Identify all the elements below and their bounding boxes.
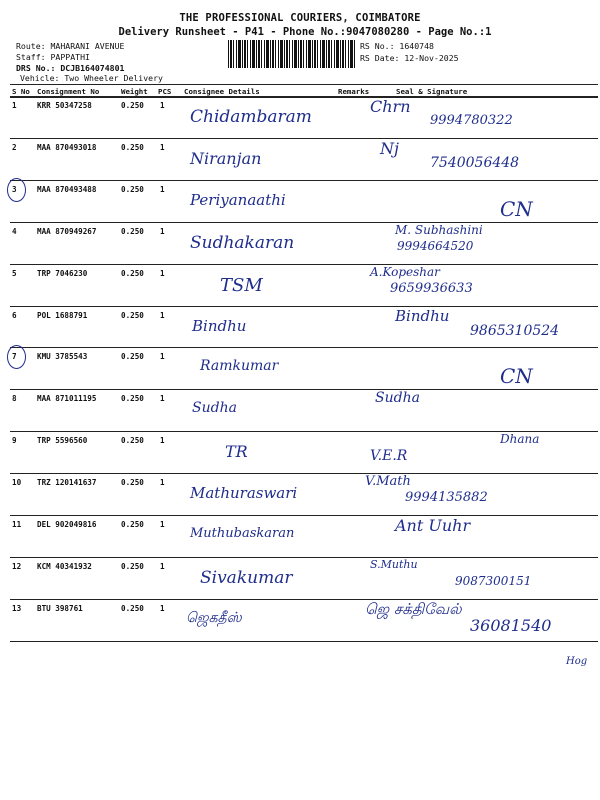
row-sno: 7 xyxy=(12,352,17,362)
row-consignment: MAA 870949267 xyxy=(37,226,97,236)
row-divider xyxy=(10,306,598,307)
row-sno: 5 xyxy=(12,268,17,278)
row-weight: 0.250 xyxy=(121,561,144,571)
row-signature-handwritten: V.Math xyxy=(365,474,411,490)
row-consignee-handwritten: Sudhakaran xyxy=(190,232,295,253)
row-signature-note: 36081540 xyxy=(470,615,552,635)
row-consignee-handwritten: Sivakumar xyxy=(200,567,293,588)
rs-no-label: RS No.: 1640748 xyxy=(360,41,434,51)
row-weight: 0.250 xyxy=(121,603,144,613)
row-pcs: 1 xyxy=(160,101,165,110)
row-signature-handwritten: Dhana xyxy=(500,432,540,447)
row-signature-note: V.E.R xyxy=(370,448,408,465)
row-divider xyxy=(10,557,598,558)
row-signature-note: 9994135882 xyxy=(405,490,488,506)
row-consignee-handwritten: Periyanaathi xyxy=(190,190,286,209)
row-sno: 9 xyxy=(12,436,17,446)
row-pcs: 1 xyxy=(160,310,165,320)
row-signature-handwritten: Chrn xyxy=(370,97,411,116)
row-consignment: TRP 5596560 xyxy=(37,436,88,446)
row-sno: 12 xyxy=(12,561,22,571)
barcode xyxy=(228,40,356,68)
row-signature-handwritten: Ant Uuhr xyxy=(395,516,471,535)
row-sno: 8 xyxy=(12,394,17,404)
row-consignment: MAA 870493018 xyxy=(37,142,97,152)
drs-label: DRS No.: DCJB164074801 xyxy=(16,63,125,73)
row-weight: 0.250 xyxy=(121,184,144,194)
row-divider xyxy=(10,222,598,223)
row-consignment: POL 1688791 xyxy=(37,310,88,320)
row-consignment: DEL 902049816 xyxy=(37,520,97,529)
row-signature-note: 9994664520 xyxy=(397,238,474,253)
header-bottom-rule xyxy=(10,96,598,98)
col-consignment: Consignment No xyxy=(37,87,100,96)
row-divider xyxy=(10,347,598,348)
row-weight: 0.250 xyxy=(121,478,144,488)
row-weight: 0.250 xyxy=(121,226,144,236)
row-consignee-handwritten: Bindhu xyxy=(192,316,247,335)
row-consignment: TRP 7046230 xyxy=(37,268,88,278)
row-consignee-handwritten: Chidambaram xyxy=(190,107,312,127)
row-divider xyxy=(10,389,598,390)
row-consignee-handwritten: TR xyxy=(225,442,248,462)
row-divider xyxy=(10,264,598,265)
row-signature-note: CN xyxy=(500,196,533,221)
row-circle-mark xyxy=(7,178,26,202)
vehicle-label: Vehicle: Two Wheeler Delivery xyxy=(20,73,163,83)
row-pcs: 1 xyxy=(160,142,165,152)
row-signature-note: 9087300151 xyxy=(455,573,532,588)
row-sno: 10 xyxy=(12,478,22,488)
row-signature-handwritten: Nj xyxy=(380,138,399,158)
row-consignment: MAA 871011195 xyxy=(37,394,97,404)
row-consignment: KCM 40341932 xyxy=(37,561,92,571)
row-consignment: MAA 870493488 xyxy=(37,184,97,194)
row-weight: 0.250 xyxy=(121,436,144,446)
row-weight: 0.250 xyxy=(121,142,144,152)
row-signature-note: 7540056448 xyxy=(430,154,520,171)
row-pcs: 1 xyxy=(160,561,165,571)
row-consignment: KMU 3785543 xyxy=(37,352,88,362)
rs-date-label: RS Date: 12-Nov-2025 xyxy=(360,53,459,63)
col-consignee: Consignee Details xyxy=(184,87,260,96)
row-weight: 0.250 xyxy=(121,520,144,529)
row-divider xyxy=(10,180,598,181)
row-consignee-handwritten: Muthubaskaran xyxy=(190,526,295,541)
row-circle-mark xyxy=(7,345,26,369)
row-consignee-handwritten: TSM xyxy=(220,274,263,296)
col-sno: S No xyxy=(12,87,30,96)
row-signature-handwritten: Bindhu xyxy=(395,306,450,325)
col-weight: Weight xyxy=(121,87,148,96)
row-signature-handwritten: M. Subhashini xyxy=(395,222,483,237)
row-pcs: 1 xyxy=(160,478,165,488)
row-consignee-handwritten: Niranjan xyxy=(190,148,262,168)
row-signature-note: 9865310524 xyxy=(470,322,560,339)
extra-note: Hog xyxy=(566,656,588,667)
row-sno: 11 xyxy=(12,520,22,529)
row-consignment: BTU 398761 xyxy=(37,603,83,613)
row-pcs: 1 xyxy=(160,394,165,404)
row-pcs: 1 xyxy=(160,520,165,529)
row-sno: 4 xyxy=(12,226,17,236)
row-sno: 2 xyxy=(12,142,17,152)
row-divider xyxy=(10,641,598,642)
row-signature-note: CN xyxy=(500,364,533,389)
header-top-rule xyxy=(10,84,598,85)
col-signature: Seal & Signature xyxy=(396,87,468,96)
row-pcs: 1 xyxy=(160,184,165,194)
runsheet-title: Delivery Runsheet - P41 - Phone No.:9047080280 - Page No.:1 xyxy=(118,26,492,38)
route-label: Route: MAHARANI AVENUE xyxy=(16,41,125,51)
row-pcs: 1 xyxy=(160,352,165,362)
staff-label: Staff: PAPPATHI xyxy=(16,52,90,62)
row-weight: 0.250 xyxy=(121,394,144,404)
row-sno: 6 xyxy=(12,310,17,320)
row-consignee-handwritten: Mathuraswari xyxy=(190,484,298,503)
row-signature-handwritten: Sudha xyxy=(375,390,420,407)
row-signature-handwritten: A.Kopeshar xyxy=(370,264,440,279)
row-sno: 3 xyxy=(12,184,17,194)
row-consignee-handwritten: ஜெகதீஸ் xyxy=(186,609,242,626)
row-sno: 13 xyxy=(12,603,22,613)
row-signature-handwritten: ஜெ சக்திவேல் xyxy=(365,599,462,618)
row-consignee-handwritten: Ramkumar xyxy=(200,358,279,375)
row-pcs: 1 xyxy=(160,603,165,613)
row-pcs: 1 xyxy=(160,226,165,236)
row-consignment: TRZ 120141637 xyxy=(37,478,97,488)
row-consignment: KRR 50347258 xyxy=(37,101,92,110)
row-divider xyxy=(10,599,598,600)
row-divider xyxy=(10,515,598,516)
row-weight: 0.250 xyxy=(121,352,144,362)
row-divider xyxy=(10,138,598,139)
company-title: THE PROFESSIONAL COURIERS, COIMBATORE xyxy=(179,12,421,24)
row-weight: 0.250 xyxy=(121,310,144,320)
row-signature-note: 9994780322 xyxy=(430,113,513,128)
row-pcs: 1 xyxy=(160,268,165,278)
row-weight: 0.250 xyxy=(121,101,144,110)
row-divider xyxy=(10,473,598,474)
row-signature-note: 9659936633 xyxy=(390,280,473,296)
row-signature-handwritten: S.Muthu xyxy=(370,557,418,571)
col-remarks: Remarks xyxy=(338,87,370,96)
row-sno: 1 xyxy=(12,101,17,110)
col-pcs: PCS xyxy=(158,87,172,96)
row-pcs: 1 xyxy=(160,436,165,446)
row-weight: 0.250 xyxy=(121,268,144,278)
row-consignee-handwritten: Sudha xyxy=(192,400,237,417)
